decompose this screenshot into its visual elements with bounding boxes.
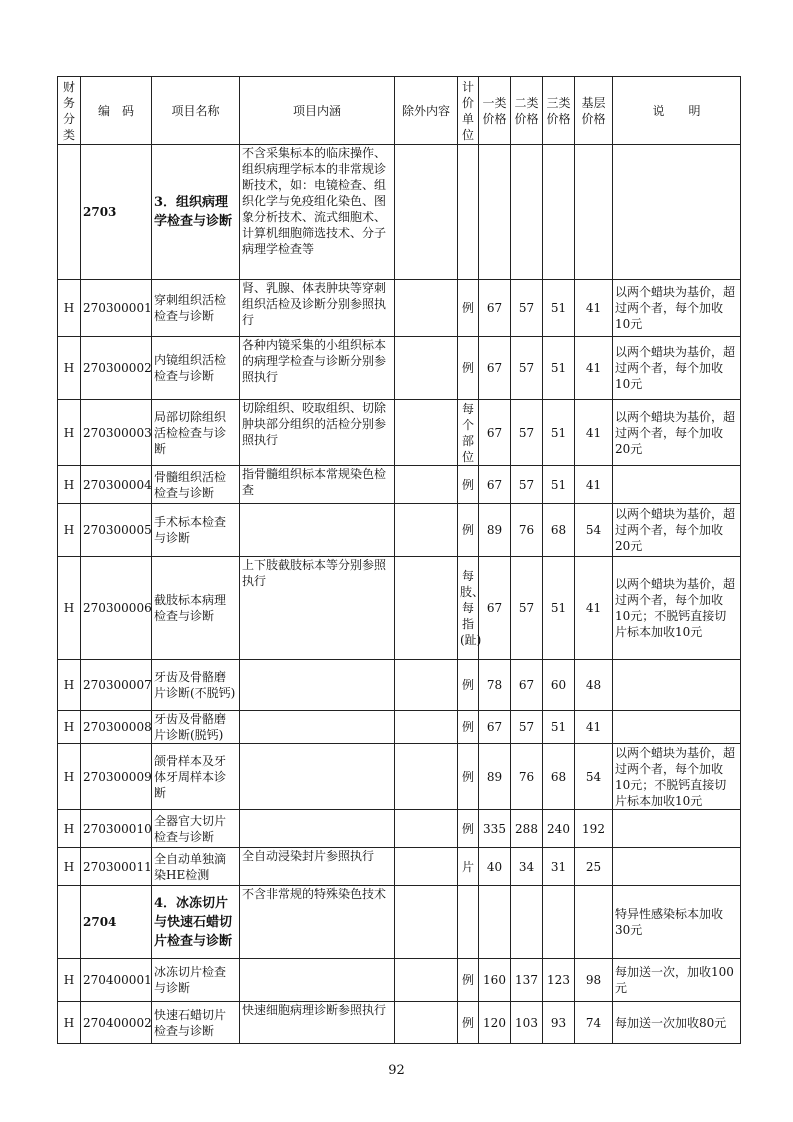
note-cell bbox=[613, 660, 741, 711]
category-cell: H bbox=[58, 337, 81, 400]
page-number: 92 bbox=[388, 1063, 405, 1078]
name-cell: 截肢标本病理检查与诊断 bbox=[152, 557, 240, 660]
note-cell: 以两个蜡块为基价，超过两个者，每个加收10元；不脱钙直接切片标本加收10元 bbox=[613, 744, 741, 810]
code-cell: 270300006 bbox=[81, 557, 152, 660]
name-cell: 骨髓组织活检检查与诊断 bbox=[152, 466, 240, 504]
unit-cell: 片 bbox=[458, 848, 479, 886]
price2-cell bbox=[511, 886, 543, 959]
price2-cell: 67 bbox=[511, 660, 543, 711]
connotation-cell: 各种内镜采集的小组织标本的病理学检查与诊断分别参照执行 bbox=[240, 337, 395, 400]
price2-cell: 57 bbox=[511, 337, 543, 400]
note-cell bbox=[613, 810, 741, 848]
table-row bbox=[58, 400, 741, 466]
exclusion-cell bbox=[395, 280, 458, 337]
price3-cell: 31 bbox=[543, 848, 575, 886]
price3-cell: 51 bbox=[543, 400, 575, 466]
header-price1: 一类价格 bbox=[479, 77, 511, 145]
table-row bbox=[58, 1002, 741, 1044]
unit-cell: 例 bbox=[458, 959, 479, 1002]
code-cell: 270300003 bbox=[81, 400, 152, 466]
price1-cell: 67 bbox=[479, 711, 511, 744]
name-cell: 冰冻切片检查与诊断 bbox=[152, 959, 240, 1002]
code-cell: 270400001 bbox=[81, 959, 152, 1002]
price1-cell bbox=[479, 886, 511, 959]
header-category: 财务分类 bbox=[58, 77, 81, 145]
unit-cell bbox=[458, 886, 479, 959]
unit-cell: 例 bbox=[458, 337, 479, 400]
code-cell: 270300001 bbox=[81, 280, 152, 337]
price3-cell: 51 bbox=[543, 466, 575, 504]
table-row bbox=[58, 810, 741, 848]
note-cell: 以两个蜡块为基价，超过两个者，每个加收10元 bbox=[613, 280, 741, 337]
header-price4: 基层价格 bbox=[575, 77, 613, 145]
price2-cell: 57 bbox=[511, 466, 543, 504]
price4-cell bbox=[575, 145, 613, 280]
code-cell: 270400002 bbox=[81, 1002, 152, 1044]
exclusion-cell bbox=[395, 466, 458, 504]
table-row bbox=[58, 848, 741, 886]
unit-cell: 每个部位 bbox=[458, 400, 479, 466]
price3-cell: 68 bbox=[543, 744, 575, 810]
code-cell: 270300004 bbox=[81, 466, 152, 504]
price4-cell bbox=[575, 886, 613, 959]
table-row bbox=[58, 557, 741, 660]
name-cell: 局部切除组织活检检查与诊断 bbox=[152, 400, 240, 466]
price4-cell: 41 bbox=[575, 466, 613, 504]
code-cell: 270300002 bbox=[81, 337, 152, 400]
price4-cell: 74 bbox=[575, 1002, 613, 1044]
connotation-cell: 切除组织、咬取组织、切除肿块部分组织的活检分别参照执行 bbox=[240, 400, 395, 466]
connotation-cell bbox=[240, 744, 395, 810]
price-table bbox=[57, 76, 741, 1044]
header-unit: 计价单位 bbox=[458, 77, 479, 145]
name-cell: 3．组织病理学检查与诊断 bbox=[152, 145, 240, 280]
name-cell: 4．冰冻切片与快速石蜡切片检查与诊断 bbox=[152, 886, 240, 959]
connotation-cell: 上下肢截肢标本等分别参照执行 bbox=[240, 557, 395, 660]
unit-cell: 例 bbox=[458, 280, 479, 337]
unit-cell: 例 bbox=[458, 504, 479, 557]
exclusion-cell bbox=[395, 504, 458, 557]
category-cell: H bbox=[58, 280, 81, 337]
price1-cell: 335 bbox=[479, 810, 511, 848]
price2-cell: 137 bbox=[511, 959, 543, 1002]
connotation-cell: 肾、乳腺、体表肿块等穿刺组织活检及诊断分别参照执行 bbox=[240, 280, 395, 337]
price3-cell: 68 bbox=[543, 504, 575, 557]
table-row bbox=[58, 466, 741, 504]
category-cell: H bbox=[58, 744, 81, 810]
name-cell: 颌骨样本及牙体牙周样本诊断 bbox=[152, 744, 240, 810]
unit-cell bbox=[458, 145, 479, 280]
table-row bbox=[58, 959, 741, 1002]
price4-cell: 98 bbox=[575, 959, 613, 1002]
note-cell bbox=[613, 711, 741, 744]
name-cell: 牙齿及骨骼磨片诊断(不脱钙) bbox=[152, 660, 240, 711]
exclusion-cell bbox=[395, 1002, 458, 1044]
connotation-cell bbox=[240, 504, 395, 557]
header-price3: 三类价格 bbox=[543, 77, 575, 145]
price3-cell: 51 bbox=[543, 337, 575, 400]
category-cell: H bbox=[58, 504, 81, 557]
unit-cell: 例 bbox=[458, 744, 479, 810]
price2-cell: 76 bbox=[511, 744, 543, 810]
section-row bbox=[58, 145, 741, 280]
price3-cell: 51 bbox=[543, 711, 575, 744]
connotation-cell bbox=[240, 959, 395, 1002]
note-cell: 每加送一次加收80元 bbox=[613, 1002, 741, 1044]
price1-cell: 67 bbox=[479, 400, 511, 466]
exclusion-cell bbox=[395, 660, 458, 711]
table-row bbox=[58, 660, 741, 711]
category-cell: H bbox=[58, 810, 81, 848]
price2-cell: 103 bbox=[511, 1002, 543, 1044]
name-cell: 快速石蜡切片检查与诊断 bbox=[152, 1002, 240, 1044]
price2-cell: 57 bbox=[511, 557, 543, 660]
name-cell: 全自动单独滴染HE检测 bbox=[152, 848, 240, 886]
note-cell bbox=[613, 145, 741, 280]
header-price2: 二类价格 bbox=[511, 77, 543, 145]
price3-cell: 123 bbox=[543, 959, 575, 1002]
code-cell: 270300005 bbox=[81, 504, 152, 557]
exclusion-cell bbox=[395, 337, 458, 400]
note-cell: 以两个蜡块为基价，超过两个者，每个加收20元 bbox=[613, 400, 741, 466]
code-cell: 2703 bbox=[81, 145, 152, 280]
name-cell: 全器官大切片检查与诊断 bbox=[152, 810, 240, 848]
connotation-cell bbox=[240, 660, 395, 711]
unit-cell: 例 bbox=[458, 1002, 479, 1044]
header-name: 项目名称 bbox=[152, 77, 240, 145]
price1-cell: 160 bbox=[479, 959, 511, 1002]
name-cell: 穿刺组织活检检查与诊断 bbox=[152, 280, 240, 337]
price1-cell: 67 bbox=[479, 466, 511, 504]
price4-cell: 54 bbox=[575, 504, 613, 557]
price2-cell: 57 bbox=[511, 280, 543, 337]
note-cell: 以两个蜡块为基价，超过两个者，每个加收10元 bbox=[613, 337, 741, 400]
code-cell: 270300008 bbox=[81, 711, 152, 744]
price2-cell: 34 bbox=[511, 848, 543, 886]
price3-cell: 51 bbox=[543, 557, 575, 660]
table-row bbox=[58, 744, 741, 810]
header-code: 编 码 bbox=[81, 77, 152, 145]
code-cell: 270300011 bbox=[81, 848, 152, 886]
note-cell bbox=[613, 848, 741, 886]
price2-cell bbox=[511, 145, 543, 280]
name-cell: 手术标本检查与诊断 bbox=[152, 504, 240, 557]
unit-cell: 例 bbox=[458, 660, 479, 711]
unit-cell: 例 bbox=[458, 711, 479, 744]
note-cell: 特异性感染标本加收30元 bbox=[613, 886, 741, 959]
connotation-cell: 全自动浸染封片参照执行 bbox=[240, 848, 395, 886]
unit-cell: 例 bbox=[458, 810, 479, 848]
category-cell: H bbox=[58, 466, 81, 504]
price4-cell: 54 bbox=[575, 744, 613, 810]
price1-cell: 67 bbox=[479, 280, 511, 337]
connotation-cell bbox=[240, 711, 395, 744]
price4-cell: 41 bbox=[575, 280, 613, 337]
exclusion-cell bbox=[395, 744, 458, 810]
name-cell: 牙齿及骨骼磨片诊断(脱钙) bbox=[152, 711, 240, 744]
table-row bbox=[58, 337, 741, 400]
header-note: 说 明 bbox=[613, 77, 741, 145]
code-cell: 270300007 bbox=[81, 660, 152, 711]
category-cell: H bbox=[58, 711, 81, 744]
price1-cell: 89 bbox=[479, 744, 511, 810]
table-row bbox=[58, 711, 741, 744]
exclusion-cell bbox=[395, 959, 458, 1002]
price4-cell: 192 bbox=[575, 810, 613, 848]
connotation-cell: 快速细胞病理诊断参照执行 bbox=[240, 1002, 395, 1044]
category-cell: H bbox=[58, 660, 81, 711]
price4-cell: 41 bbox=[575, 337, 613, 400]
price3-cell: 93 bbox=[543, 1002, 575, 1044]
section-row bbox=[58, 886, 741, 959]
exclusion-cell bbox=[395, 711, 458, 744]
category-cell bbox=[58, 886, 81, 959]
code-cell: 270300009 bbox=[81, 744, 152, 810]
price3-cell: 51 bbox=[543, 280, 575, 337]
note-cell: 每加送一次，加收100元 bbox=[613, 959, 741, 1002]
price1-cell bbox=[479, 145, 511, 280]
exclusion-cell bbox=[395, 886, 458, 959]
name-cell: 内镜组织活检检查与诊断 bbox=[152, 337, 240, 400]
category-cell bbox=[58, 145, 81, 280]
unit-cell: 例 bbox=[458, 466, 479, 504]
price1-cell: 120 bbox=[479, 1002, 511, 1044]
note-cell bbox=[613, 466, 741, 504]
exclusion-cell bbox=[395, 810, 458, 848]
price4-cell: 48 bbox=[575, 660, 613, 711]
price3-cell: 240 bbox=[543, 810, 575, 848]
connotation-cell: 不含采集标本的临床操作、组织病理学标本的非常规诊断技术，如：电镜检查、组织化学与免疫组化染色、图象分析技术、流式细胞术、计算机细胞筛选技术、分子病理学检查等 bbox=[240, 145, 395, 280]
connotation-cell: 指骨髓组织标本常规染色检查 bbox=[240, 466, 395, 504]
price1-cell: 67 bbox=[479, 557, 511, 660]
price4-cell: 41 bbox=[575, 557, 613, 660]
price3-cell: 60 bbox=[543, 660, 575, 711]
category-cell: H bbox=[58, 1002, 81, 1044]
price2-cell: 288 bbox=[511, 810, 543, 848]
table-row bbox=[58, 504, 741, 557]
header-row bbox=[58, 77, 741, 145]
connotation-cell: 不含非常规的特殊染色技术 bbox=[240, 886, 395, 959]
exclusion-cell bbox=[395, 400, 458, 466]
note-cell: 以两个蜡块为基价，超过两个者，每个加收20元 bbox=[613, 504, 741, 557]
code-cell: 2704 bbox=[81, 886, 152, 959]
price2-cell: 57 bbox=[511, 711, 543, 744]
price4-cell: 41 bbox=[575, 400, 613, 466]
category-cell: H bbox=[58, 959, 81, 1002]
unit-cell: 每肢、每指(趾) bbox=[458, 557, 479, 660]
price2-cell: 76 bbox=[511, 504, 543, 557]
exclusion-cell bbox=[395, 145, 458, 280]
price1-cell: 89 bbox=[479, 504, 511, 557]
connotation-cell bbox=[240, 810, 395, 848]
price4-cell: 41 bbox=[575, 711, 613, 744]
price1-cell: 40 bbox=[479, 848, 511, 886]
header-exclusion: 除外内容 bbox=[395, 77, 458, 145]
price1-cell: 78 bbox=[479, 660, 511, 711]
price3-cell bbox=[543, 886, 575, 959]
note-cell: 以两个蜡块为基价，超过两个者，每个加收10元；不脱钙直接切片标本加收10元 bbox=[613, 557, 741, 660]
category-cell: H bbox=[58, 400, 81, 466]
code-cell: 270300010 bbox=[81, 810, 152, 848]
price3-cell bbox=[543, 145, 575, 280]
price2-cell: 57 bbox=[511, 400, 543, 466]
price1-cell: 67 bbox=[479, 337, 511, 400]
price4-cell: 25 bbox=[575, 848, 613, 886]
exclusion-cell bbox=[395, 557, 458, 660]
category-cell: H bbox=[58, 848, 81, 886]
header-connotation: 项目内涵 bbox=[240, 77, 395, 145]
table-row bbox=[58, 280, 741, 337]
category-cell: H bbox=[58, 557, 81, 660]
exclusion-cell bbox=[395, 848, 458, 886]
